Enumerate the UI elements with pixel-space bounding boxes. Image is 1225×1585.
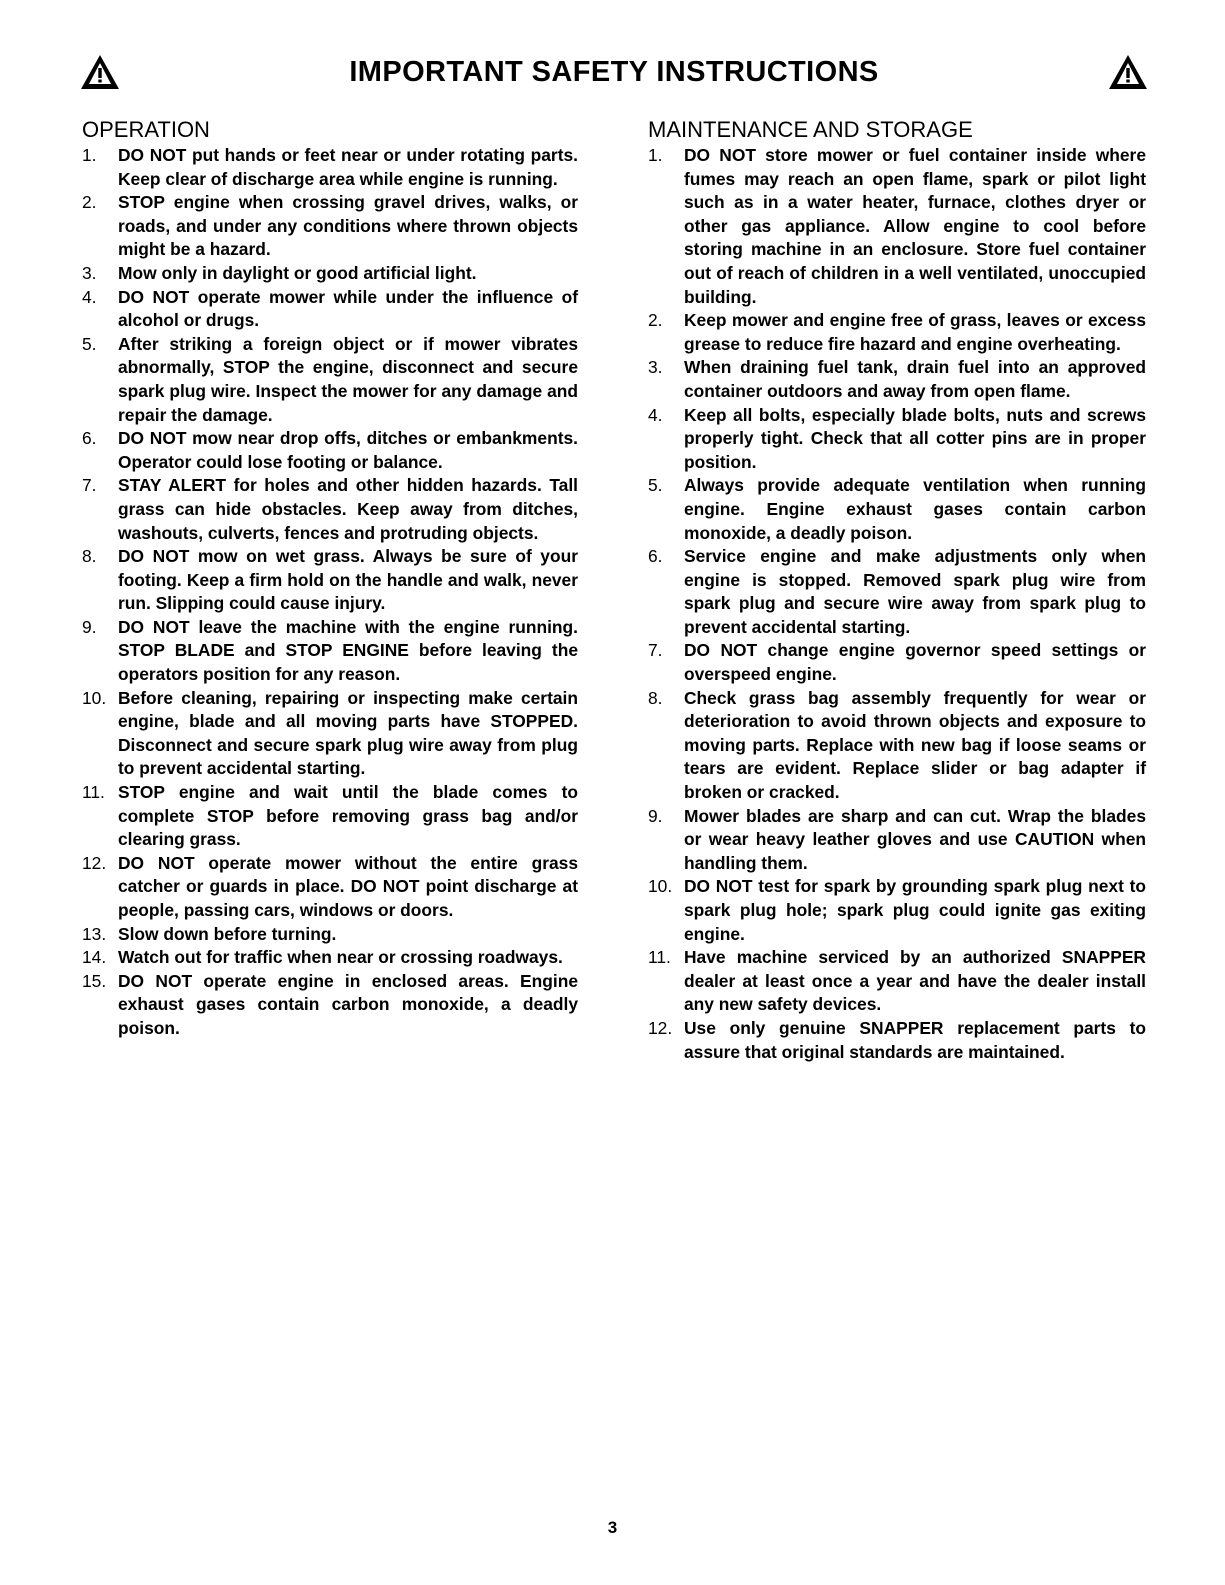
item-text: DO NOT operate mower without the entire grass catcher or guards in place. DO NOT point discharge at people, passing cars, windows or doors. [118,852,578,920]
item-text: STOP engine and wait until the blade comes to complete STOP before removing grass bag and/or clearing grass. [118,782,578,850]
list-item [82,427,578,474]
list-item [648,639,1146,686]
list-item [648,545,1146,639]
item-number: 1. [648,145,663,165]
list-item [82,144,578,191]
item-text: Keep all bolts, especially blade bolts, nuts and screws properly tight. Check that all cotter pins are in proper position. [684,404,1146,472]
item-number: 6. [648,546,663,567]
item-text: When draining fuel tank, drain fuel into an approved container outdoors and away from open flame. [684,357,1146,401]
item-number: 14. [82,947,107,968]
list-item [648,309,1146,356]
item-text: After striking a foreign object or if mower vibrates abnormally, STOP the engine, disconnect and secure spark plug wire. Inspect the mower for any damage and repair the damage. [118,333,578,425]
item-text: Slow down before turning. [118,923,337,944]
item-number: 5. [648,475,663,496]
item-number: 13. [82,923,107,944]
item-number: 9. [648,805,663,826]
list-item [82,262,578,286]
item-number: 12. [82,852,107,873]
item-number: 10. [648,876,673,897]
list-item [82,545,578,616]
item-number: 5. [82,333,97,354]
operation-section [82,116,578,1041]
item-number: 3. [648,357,663,378]
item-number: 8. [648,687,663,708]
item-text: DO NOT leave the machine with the engine running. STOP BLADE and STOP ENGINE before leaving the operators position for any reason. [118,616,578,685]
item-number: 4. [648,404,663,425]
list-item [82,191,578,262]
item-number: 4. [82,286,97,307]
section-heading-maintenance: MAINTENANCE AND STORAGE [648,117,973,142]
item-text: Mower blades are sharp and can cut. Wrap the blades or wear heavy leather gloves and use CAUTION when handling them. [684,805,1146,873]
list-item [648,356,1146,403]
item-text: DO NOT change engine governor speed settings or overspeed engine. [684,640,1146,685]
item-number: 6. [82,428,97,449]
list-item [82,781,578,852]
list-item [82,286,578,333]
item-text: Check grass bag assembly frequently for wear or deterioration to avoid thrown objects and exposure to moving parts. Replace with new bag if loose seams or tears are evident. Replace slider or bag adapter if broken or cracked. [684,687,1146,803]
item-number: 8. [82,546,97,567]
item-number: 10. [82,687,107,708]
operation-list [82,144,578,1041]
list-item [82,616,578,687]
item-text: DO NOT mow on wet grass. Always be sure of your footing. Keep a firm hold on the handle and walk, never run. Slipping could cause injury. [118,546,578,614]
item-text: DO NOT mow near drop offs, ditches or embankments. Operator could lose footing or balance. [118,428,578,472]
item-text: Before cleaning, repairing or inspecting make certain engine, blade and all moving parts have STOPPED. Disconnect and secure spark plug wire away from plug to prevent accidental starting. [118,687,578,779]
item-number: 12. [648,1017,673,1038]
item-text: STAY ALERT for holes and other hidden hazards. Tall grass can hide obstacles. Keep away from ditches, washouts, culverts, fences and protruding objects. [118,475,578,543]
item-number: 15. [82,970,107,991]
item-text: STOP engine when crossing gravel drives, walks, or roads, and under any conditions where thrown objects might be a hazard. [118,192,578,260]
item-number: 2. [648,310,663,331]
list-item [82,852,578,923]
item-number: 7. [82,475,97,496]
section-heading-operation: OPERATION [82,117,210,142]
item-text: Mow only in daylight or good artificial light. [118,262,477,283]
list-item [648,687,1146,805]
item-number: 3. [82,262,97,283]
item-number: 11. [82,782,105,803]
item-text: Keep mower and engine free of grass, leaves or excess grease to reduce fire hazard and engine overheating. [684,310,1146,354]
list-item [82,923,578,947]
list-item [82,687,578,781]
item-text: Use only genuine SNAPPER replacement parts to assure that original standards are maintained. [684,1017,1146,1062]
list-item [648,144,1146,309]
item-text: DO NOT put hands or feet near or under rotating parts. Keep clear of discharge area while engine is running. [118,145,578,189]
list-item [648,1017,1146,1064]
item-number: 2. [82,192,97,213]
list-item [648,805,1146,876]
list-item [648,875,1146,946]
maintenance-section [648,116,1146,1064]
list-item [82,970,578,1041]
list-item [82,946,578,970]
item-number: 1. [82,145,97,165]
item-text: DO NOT operate mower while under the influence of alcohol or drugs. [118,286,578,331]
item-text: DO NOT store mower or fuel container inside where fumes may reach an open flame, spark or pilot light such as in a water heater, furnace, clothes dryer or other gas appliance. Allow engine to cool before storing machine in an enclosure. Store fuel container out of reach of children in a well ventilated, unoccupied building. [684,145,1146,307]
page-title: IMPORTANT SAFETY INSTRUCTIONS [349,56,879,88]
list-item [648,474,1146,545]
item-text: Service engine and make adjustments only when engine is stopped. Removed spark plug wire from spark plug and secure wire away from spark plug to prevent accidental starting. [684,546,1146,637]
list-item [82,333,578,427]
page-number: 3 [607,1518,618,1537]
item-text: Have machine serviced by an authorized SNAPPER dealer at least once a year and have the dealer install any new safety devices. [684,947,1146,1015]
list-item [648,946,1146,1017]
item-text: DO NOT operate engine in enclosed areas. Engine exhaust gases contain carbon monoxide, a deadly poison. [118,970,578,1038]
warning-triangle-icon [1108,54,1148,90]
page-header [80,52,1148,96]
item-text: DO NOT test for spark by grounding spark plug next to spark plug hole; spark plug could ignite gas exiting engine. [684,876,1146,944]
list-item [648,404,1146,475]
item-number: 11. [648,947,671,968]
maintenance-list [648,144,1146,1064]
item-number: 7. [648,640,663,661]
item-text: Watch out for traffic when near or crossing roadways. [118,947,563,968]
list-item [82,474,578,545]
item-number: 9. [82,616,97,637]
item-text: Always provide adequate ventilation when running engine. Engine exhaust gases contain carbon monoxide, a deadly poison. [684,475,1146,543]
